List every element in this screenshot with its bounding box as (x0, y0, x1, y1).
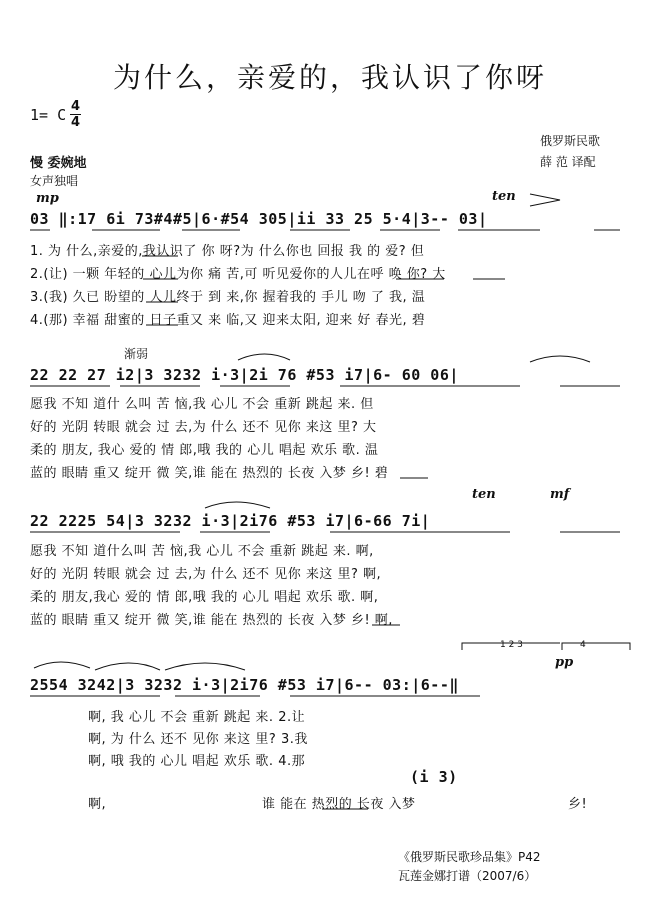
dynamic-ten: ten (492, 189, 516, 204)
slur-mark (205, 502, 270, 508)
key-signature: 1= C (30, 106, 67, 124)
source-credit: 《俄罗斯民歌珍品集》P42 (398, 850, 541, 864)
lyric-line: 蓝的 眼睛 重又 绽开 微 笑,谁 能在 热烈的 长夜 入梦 乡! 啊, (30, 613, 393, 628)
tempo-marking: 慢 委婉地 (30, 156, 87, 171)
typist-credit: 瓦莲金娜打谱（2007/6） (398, 869, 537, 883)
lyric-line: 啊, 为 什么 还不 见你 来这 里? 3.我 (88, 732, 308, 747)
volta-bracket (562, 643, 630, 650)
song-origin: 俄罗斯民歌 (540, 134, 601, 148)
slur-mark (238, 354, 290, 360)
dynamic-ten: ten (472, 487, 496, 502)
slur-mark (530, 356, 590, 362)
dynamic-pp: pp (555, 655, 574, 670)
dynamic-mf: mf (550, 487, 570, 502)
volta-second-label: 4 (580, 640, 586, 650)
lyric-line: 啊, 哦 我的 心儿 唱起 欢乐 歌. 4.那 (88, 754, 306, 769)
lyric-line: 愿我 不知 道什么叫 苦 恼,我 心儿 不会 重新 跳起 来. 啊, (30, 544, 374, 559)
notation-line-3: 22 2225 54|3 3232 i·3|2i76 #53 i7|6-66 7i| (30, 512, 431, 530)
volta-first-label: 1 2 3 (500, 640, 523, 650)
lyric-line: 2.(让) 一颗 年轻的 心儿为你 痛 苦,可 听见爱你的人儿在呼 唤 你? 大 (30, 267, 446, 282)
lyric-line: 啊, 我 心儿 不会 重新 跳起 来. 2.让 (88, 710, 306, 725)
notation-line-4: 2554 3242|3 3232 i·3|2i76 #53 i7|6-- 03:|6--‖ (30, 676, 459, 694)
dynamic-diminuendo: 渐弱 (124, 347, 149, 361)
lyric-line: 3.(我) 久已 盼望的 人儿终于 到 来,你 握着我的 手儿 吻 了 我, 温 (30, 290, 426, 305)
lyric-line: 好的 光阴 转眼 就会 过 去,为 什么 还不 见你 来这 里? 大 (30, 420, 377, 435)
volta-bracket (462, 643, 560, 650)
lyric-line: 柔的 朋友,我心 爱的 情 郎,哦 我的 心儿 唱起 欢乐 歌. 啊, (30, 590, 379, 605)
slur-mark (165, 663, 245, 670)
alternate-notes: (i 3) (410, 768, 458, 786)
dynamic-mp: mp (36, 191, 59, 206)
translator-credit: 薛 范 译配 (540, 155, 596, 169)
lyric-line: 愿我 不知 道什 么叫 苦 恼,我 心儿 不会 重新 跳起 来. 但 (30, 397, 374, 412)
hairpin-mark (530, 194, 560, 206)
notation-line-2: 22 22 27 i2|3 3232 i·3|2i 76 #53 i7|6- 60 06| (30, 366, 459, 384)
final-lyric-ah: 啊, (88, 797, 107, 812)
time-sig-bottom: 4 (70, 115, 81, 130)
final-lyric-line: 谁 能在 热烈的 长夜 入梦 (262, 797, 416, 812)
lyric-line: 4.(那) 幸福 甜蜜的 日子重又 来 临,又 迎来太阳, 迎来 好 春光, 碧 (30, 313, 426, 328)
lyric-line: 蓝的 眼睛 重又 绽开 微 笑,谁 能在 热烈的 长夜 入梦 乡! 碧 (30, 466, 389, 481)
lyric-line: 柔的 朋友, 我心 爱的 情 郎,哦 我的 心儿 唱起 欢乐 歌. 温 (30, 443, 379, 458)
lyric-line: 好的 光阴 转眼 就会 过 去,为 什么 还不 见你 来这 里? 啊, (30, 567, 382, 582)
slur-mark (95, 663, 160, 670)
lyric-line: 1. 为 什么,亲爱的,我认识了 你 呀?为 什么你也 回报 我 的 爱? 但 (30, 244, 425, 259)
slur-mark (34, 662, 90, 668)
notation-line-1: 03 ‖:17 6i 73#4#5|6·#54 305|ii 33 25 5·4|3-- 03| (30, 210, 488, 228)
final-lyric-end: 乡! (568, 797, 588, 812)
voice-type: 女声独唱 (30, 174, 79, 188)
page-title: 为什么，亲爱的，我认识了你呀 (112, 61, 547, 94)
time-sig-top: 4 (70, 99, 81, 114)
